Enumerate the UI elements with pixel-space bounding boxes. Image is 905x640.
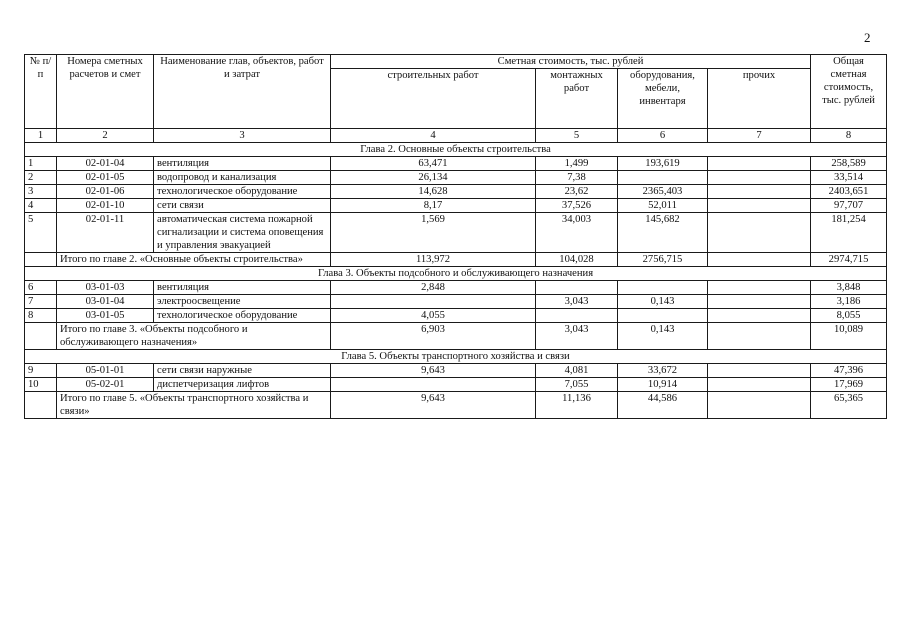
subtotal-total: 65,365: [811, 392, 887, 419]
row-number: 3: [25, 185, 57, 199]
row-equipment: 193,619: [618, 157, 708, 171]
chapter-title: Глава 5. Объекты транспортного хозяйства и связи: [25, 350, 887, 364]
row-total: 97,707: [811, 199, 887, 213]
subtotal-label: Итого по главе 3. «Объекты подсобного и обслуживающего назначения»: [57, 323, 331, 350]
row-other: [708, 309, 811, 323]
row-equipment: 0,143: [618, 295, 708, 309]
row-name: технологическое оборудование: [154, 309, 331, 323]
header-row-1: [25, 55, 887, 69]
row-construction: [331, 295, 536, 309]
header-construction: строительных работ: [331, 69, 536, 129]
chapter-row: [25, 143, 887, 157]
table-row: [25, 309, 887, 323]
row-other: [708, 364, 811, 378]
subtotal-total: 10,089: [811, 323, 887, 350]
row-installation: [536, 281, 618, 295]
subtotal-row: [25, 253, 887, 267]
chapter-title: Глава 3. Объекты подсобного и обслуживающего назначения: [25, 267, 887, 281]
row-construction: 63,471: [331, 157, 536, 171]
row-equipment: 145,682: [618, 213, 708, 253]
row-total: 3,186: [811, 295, 887, 309]
row-code: 02-01-11: [57, 213, 154, 253]
column-index-row: [25, 129, 887, 143]
row-installation: 7,055: [536, 378, 618, 392]
row-other: [708, 281, 811, 295]
row-number: 10: [25, 378, 57, 392]
subtotal-construction: 9,643: [331, 392, 536, 419]
table-row: [25, 281, 887, 295]
row-total: 33,514: [811, 171, 887, 185]
row-name: диспетчеризация лифтов: [154, 378, 331, 392]
row-number: 2: [25, 171, 57, 185]
subtotal-label: Итого по главе 2. «Основные объекты строительства»: [57, 253, 331, 267]
header-other: прочих: [708, 69, 811, 129]
chapter-row: [25, 350, 887, 364]
row-name: сети связи: [154, 199, 331, 213]
subtotal-equipment: 44,586: [618, 392, 708, 419]
chapter-title: Глава 2. Основные объекты строительства: [25, 143, 887, 157]
row-name: сети связи наружные: [154, 364, 331, 378]
row-equipment: 33,672: [618, 364, 708, 378]
row-installation: 7,38: [536, 171, 618, 185]
row-other: [708, 157, 811, 171]
row-construction: 9,643: [331, 364, 536, 378]
row-construction: [331, 378, 536, 392]
row-code: 05-01-01: [57, 364, 154, 378]
row-total: 17,969: [811, 378, 887, 392]
row-other: [708, 199, 811, 213]
row-total: 181,254: [811, 213, 887, 253]
estimate-table: [24, 54, 887, 419]
header-equipment: оборудования, мебели, инвентаря: [618, 69, 708, 129]
row-other: [708, 213, 811, 253]
row-installation: 23,62: [536, 185, 618, 199]
subtotal-installation: 104,028: [536, 253, 618, 267]
row-other: [708, 295, 811, 309]
row-construction: 14,628: [331, 185, 536, 199]
row-code: 02-01-04: [57, 157, 154, 171]
row-total: 258,589: [811, 157, 887, 171]
header-total: Общая сметная стоимость, тыс. рублей: [811, 55, 887, 129]
row-construction: 1,569: [331, 213, 536, 253]
row-other: [708, 185, 811, 199]
subtotal-total: 2974,715: [811, 253, 887, 267]
table-row: [25, 378, 887, 392]
column-index: 6: [618, 129, 708, 143]
row-total: 47,396: [811, 364, 887, 378]
row-code: 02-01-06: [57, 185, 154, 199]
subtotal-installation: 11,136: [536, 392, 618, 419]
row-installation: [536, 309, 618, 323]
table-row: [25, 171, 887, 185]
subtotal-construction: 6,903: [331, 323, 536, 350]
row-installation: 3,043: [536, 295, 618, 309]
row-total: 2403,651: [811, 185, 887, 199]
table-row: [25, 364, 887, 378]
table-row: [25, 199, 887, 213]
row-other: [708, 378, 811, 392]
row-installation: 4,081: [536, 364, 618, 378]
row-name: вентиляция: [154, 281, 331, 295]
subtotal-row: [25, 323, 887, 350]
row-code: 03-01-05: [57, 309, 154, 323]
column-index: 8: [811, 129, 887, 143]
row-equipment: [618, 281, 708, 295]
row-name: электроосвещение: [154, 295, 331, 309]
row-number: 4: [25, 199, 57, 213]
header-num: № п/п: [25, 55, 57, 129]
subtotal-label: Итого по главе 5. «Объекты транспортного хозяйства и связи»: [57, 392, 331, 419]
column-index: 1: [25, 129, 57, 143]
column-index: 3: [154, 129, 331, 143]
table-row: [25, 157, 887, 171]
row-construction: 2,848: [331, 281, 536, 295]
subtotal-equipment: 0,143: [618, 323, 708, 350]
row-construction: 26,134: [331, 171, 536, 185]
row-construction: 4,055: [331, 309, 536, 323]
column-index: 7: [708, 129, 811, 143]
row-total: 3,848: [811, 281, 887, 295]
row-code: 02-01-05: [57, 171, 154, 185]
row-equipment: 10,914: [618, 378, 708, 392]
row-code: 03-01-03: [57, 281, 154, 295]
page-number: 2: [864, 30, 871, 45]
table-row: [25, 213, 887, 253]
header-installation: монтажных работ: [536, 69, 618, 129]
row-equipment: [618, 171, 708, 185]
subtotal-row: [25, 392, 887, 419]
column-index: 5: [536, 129, 618, 143]
subtotal-other: [708, 323, 811, 350]
column-index: 4: [331, 129, 536, 143]
row-number: 6: [25, 281, 57, 295]
row-other: [708, 171, 811, 185]
row-equipment: [618, 309, 708, 323]
table-row: [25, 295, 887, 309]
row-code: 02-01-10: [57, 199, 154, 213]
row-installation: 1,499: [536, 157, 618, 171]
row-name: автоматическая система пожарной сигнализации и системa оповещения и управления эвакуацией: [154, 213, 331, 253]
row-installation: 34,003: [536, 213, 618, 253]
row-number: 9: [25, 364, 57, 378]
row-construction: 8,17: [331, 199, 536, 213]
row-equipment: 2365,403: [618, 185, 708, 199]
row-installation: 37,526: [536, 199, 618, 213]
row-number: 7: [25, 295, 57, 309]
row-number: 8: [25, 309, 57, 323]
subtotal-installation: 3,043: [536, 323, 618, 350]
row-code: 05-02-01: [57, 378, 154, 392]
row-name: водопровод и канализация: [154, 171, 331, 185]
row-code: 03-01-04: [57, 295, 154, 309]
row-name: вентиляция: [154, 157, 331, 171]
row-total: 8,055: [811, 309, 887, 323]
row-name: технологическое оборудование: [154, 185, 331, 199]
subtotal-equipment: 2756,715: [618, 253, 708, 267]
header-estimate-numbers: Номера сметных расчетов и смет: [57, 55, 154, 129]
row-number: 5: [25, 213, 57, 253]
subtotal-other: [708, 392, 811, 419]
header-names: Наименование глав, объектов, работ и затрат: [154, 55, 331, 129]
row-number: 1: [25, 157, 57, 171]
subtotal-other: [708, 253, 811, 267]
header-cost-group: Сметная стоимость, тыс. рублей: [331, 55, 811, 69]
row-equipment: 52,011: [618, 199, 708, 213]
table-row: [25, 185, 887, 199]
column-index: 2: [57, 129, 154, 143]
subtotal-construction: 113,972: [331, 253, 536, 267]
chapter-row: [25, 267, 887, 281]
